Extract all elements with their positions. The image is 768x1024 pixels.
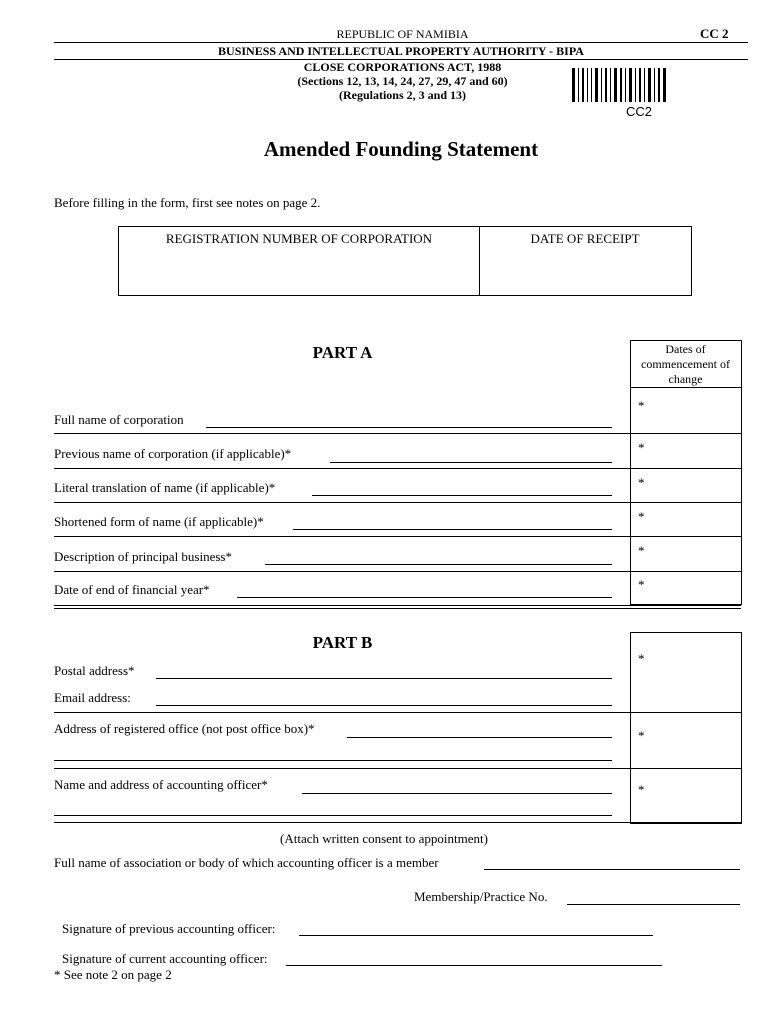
- financial-year-end-label: Date of end of financial year*: [54, 582, 210, 597]
- part-b-title: PART B: [312, 633, 373, 652]
- previous-name-label: Previous name of corporation (if applicable)*: [54, 446, 292, 461]
- accounting-officer-label: Name and address of accounting officer*: [54, 777, 268, 792]
- footnote: * See note 2 on page 2: [54, 967, 172, 982]
- financial-year-end-input[interactable]: [237, 597, 612, 598]
- registered-office-input-line2[interactable]: [54, 760, 612, 761]
- header-rule-top: [54, 42, 748, 43]
- literal-translation-label: Literal translation of name (if applicable)*: [54, 480, 276, 495]
- dates-of-commencement-header: Dates of commencement of change: [641, 342, 730, 386]
- accounting-officer-input-line2[interactable]: [54, 815, 612, 816]
- previous-name-input[interactable]: [330, 462, 612, 463]
- registration-number-header: REGISTRATION NUMBER OF CORPORATION: [165, 231, 433, 246]
- signature-current-label: Signature of current accounting officer:: [62, 951, 268, 966]
- star-marker: *: [638, 509, 645, 524]
- row-divider: [54, 433, 741, 434]
- full-name-input[interactable]: [206, 427, 612, 428]
- postal-address-input[interactable]: [156, 678, 612, 679]
- attach-consent-note: (Attach written consent to appointment): [280, 831, 488, 846]
- star-marker: *: [638, 782, 645, 797]
- barcode-caption: CC2: [626, 104, 653, 119]
- signature-current-input[interactable]: [286, 965, 662, 966]
- row-divider: [54, 712, 741, 713]
- registered-office-label: Address of registered office (not post office box)*: [54, 721, 315, 736]
- dates-header-rule: [630, 387, 741, 388]
- date-of-receipt-header: DATE OF RECEIPT: [530, 231, 640, 246]
- email-address-label: Email address:: [54, 690, 131, 705]
- principal-business-input[interactable]: [265, 564, 612, 565]
- row-divider: [54, 571, 741, 572]
- star-marker: *: [638, 475, 645, 490]
- row-divider: [54, 768, 741, 769]
- act-heading: CLOSE CORPORATIONS ACT, 1988: [303, 60, 502, 74]
- membership-input[interactable]: [567, 904, 740, 905]
- registered-office-input[interactable]: [347, 737, 612, 738]
- intro-text: Before filling in the form, first see notes on page 2.: [54, 195, 321, 210]
- date-of-receipt-field[interactable]: [482, 250, 687, 292]
- membership-label: Membership/Practice No.: [414, 889, 548, 904]
- full-name-label: Full name of corporation: [54, 412, 184, 427]
- regulations-heading: (Regulations 2, 3 and 13): [338, 88, 466, 102]
- registration-number-field[interactable]: [121, 250, 476, 292]
- principal-business-label: Description of principal business*: [54, 549, 232, 564]
- postal-address-label: Postal address*: [54, 663, 135, 678]
- signature-previous-label: Signature of previous accounting officer:: [62, 921, 276, 936]
- star-marker: *: [638, 398, 645, 413]
- part-b-bottom-rule: [54, 822, 741, 823]
- part-a-title: PART A: [312, 343, 373, 362]
- page-title: Amended Founding Statement: [263, 137, 539, 161]
- accounting-officer-input[interactable]: [302, 793, 612, 794]
- star-marker: *: [638, 577, 645, 592]
- association-label: Full name of association or body of which accounting officer is a member: [54, 855, 439, 870]
- email-address-input[interactable]: [156, 705, 612, 706]
- shortened-form-input[interactable]: [293, 529, 612, 530]
- shortened-form-label: Shortened form of name (if applicable)*: [54, 514, 264, 529]
- star-marker: *: [638, 543, 645, 558]
- barcode: [572, 68, 714, 102]
- part-a-double-rule-2: [54, 608, 741, 609]
- signature-previous-input[interactable]: [299, 935, 653, 936]
- literal-translation-input[interactable]: [312, 495, 612, 496]
- sections-heading: (Sections 12, 13, 14, 24, 27, 29, 47 and 60): [297, 74, 508, 88]
- row-divider: [54, 536, 741, 537]
- form-code: CC 2: [700, 26, 729, 41]
- star-marker: *: [638, 440, 645, 455]
- republic-heading: REPUBLIC OF NAMIBIA: [336, 27, 469, 41]
- authority-heading: BUSINESS AND INTELLECTUAL PROPERTY AUTHORITY - BIPA: [218, 44, 584, 58]
- part-a-double-rule-1: [54, 605, 741, 606]
- row-divider: [54, 468, 741, 469]
- part-b-dates-column: [630, 632, 742, 824]
- star-marker: *: [638, 728, 645, 743]
- star-marker: *: [638, 651, 645, 666]
- association-input[interactable]: [484, 869, 740, 870]
- row-divider: [54, 502, 741, 503]
